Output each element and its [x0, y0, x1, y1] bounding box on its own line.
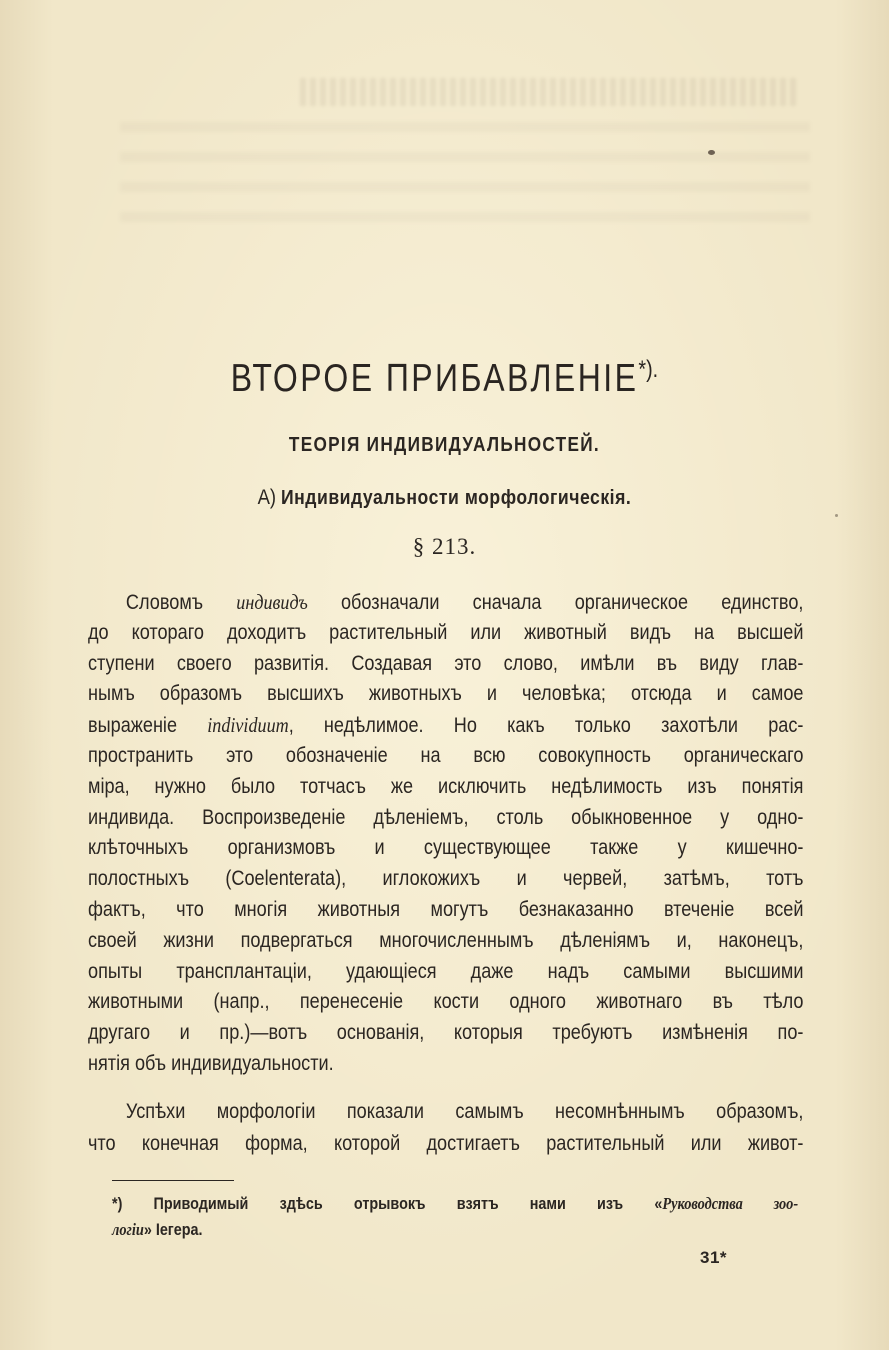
line-text: пространить это обозначеніе на всю совокупность органическаго: [88, 744, 804, 767]
line-text: выраженіе: [88, 714, 208, 738]
text-line: [88, 590, 803, 620]
ink-speck: [708, 150, 715, 155]
footnote-text-end: » Iегера.: [143, 1220, 203, 1239]
line-text: полостныхъ (Coelenterata), иглокожихъ и червей, затѣмъ, тотъ: [88, 867, 804, 891]
section-title: Индивидуальности морфологическія.: [280, 487, 632, 509]
bleed-through-text: [120, 122, 810, 242]
ink-speck: [835, 514, 838, 517]
text-line: [88, 775, 803, 805]
footnote-book-title-end: логіи: [112, 1220, 144, 1239]
footnote-rule: [112, 1180, 234, 1181]
footnote-line: [112, 1194, 798, 1214]
line-text: своей жизни подвергаться многочисленнымъ дѣленіямъ и, наконецъ,: [88, 928, 804, 952]
text-line: [88, 621, 803, 651]
text-line: [88, 867, 803, 897]
text-line: [88, 806, 803, 836]
text-line: [88, 898, 803, 928]
line-text: до котораго доходитъ растительный или животный видъ на высшей: [88, 620, 804, 644]
line-text-tail: , недѣлимое. Но какъ только захотѣли рас-: [288, 714, 804, 738]
line-text: индивида. Воспроизведеніе дѣленіемъ, столь обыкновенное у одно-: [88, 805, 804, 829]
page-title: [80, 356, 809, 401]
bleed-through-header: [300, 78, 800, 106]
line-text: Успѣхи морфологіи показали самымъ несомнѣннымъ образомъ,: [125, 1100, 804, 1123]
footnote-book-title: Руководства зоо-: [662, 1194, 799, 1213]
title-footnote-mark: *).: [638, 356, 659, 383]
text-line: [88, 1021, 803, 1051]
page-number: 31*: [700, 1248, 728, 1267]
line-text-tail: обозначали сначала органическое единство,: [307, 591, 804, 614]
footnote-line: [112, 1220, 798, 1240]
footnote-text: *) Приводимый здѣсь отрывокъ взятъ нами изъ «: [112, 1194, 663, 1213]
text-line: [88, 713, 803, 743]
text-line: [88, 836, 803, 866]
italic-term: индивидъ: [236, 590, 308, 614]
line-text: опыты трансплантаціи, удающіеся даже надъ самыми высшими: [88, 959, 804, 983]
line-text: Словомъ: [125, 591, 237, 614]
line-text: нымъ образомъ высшихъ животныхъ и человѣка; отсюда и самое: [88, 682, 804, 706]
paragraph-number: § 213.: [412, 534, 477, 559]
italic-term: individuum: [207, 713, 289, 738]
text-line: [88, 1052, 803, 1082]
page-subtitle: ТЕОРІЯ ИНДИВИДУАЛЬНОСТЕЙ.: [288, 434, 600, 456]
text-line: [88, 744, 803, 774]
line-text: клѣточныхъ организмовъ и существующее также у кишечно-: [88, 836, 804, 860]
line-text: ступени своего развитія. Создавая это слово, имѣли въ виду глав-: [88, 651, 804, 675]
text-line: [88, 929, 803, 959]
line-text: фактъ, что многія животныя могутъ безнаказанно втеченіе всей: [88, 898, 804, 921]
section-letter: A): [257, 486, 277, 509]
line-text: нятія объ индивидуальности.: [88, 1052, 334, 1075]
text-line: [88, 652, 803, 682]
line-text: міра, нужно было тотчасъ же исключить недѣлимость изъ понятія: [88, 774, 804, 798]
title-text: ВТОРОЕ ПРИБАВЛЕНІЕ: [230, 357, 639, 400]
line-text: животными (напр., перенесеніе кости одного животнаго въ тѣло: [88, 990, 804, 1014]
line-text: другаго и пр.)—вотъ основанія, которыя требуютъ измѣненія по-: [88, 1021, 804, 1045]
line-text: что конечная форма, которой достигаетъ растительный или живот-: [88, 1132, 804, 1155]
text-line: [88, 990, 803, 1020]
text-line: [88, 1100, 803, 1130]
text-line: [88, 960, 803, 990]
section-heading: [53, 486, 835, 510]
text-line: [88, 1132, 803, 1162]
text-line: [88, 682, 803, 712]
